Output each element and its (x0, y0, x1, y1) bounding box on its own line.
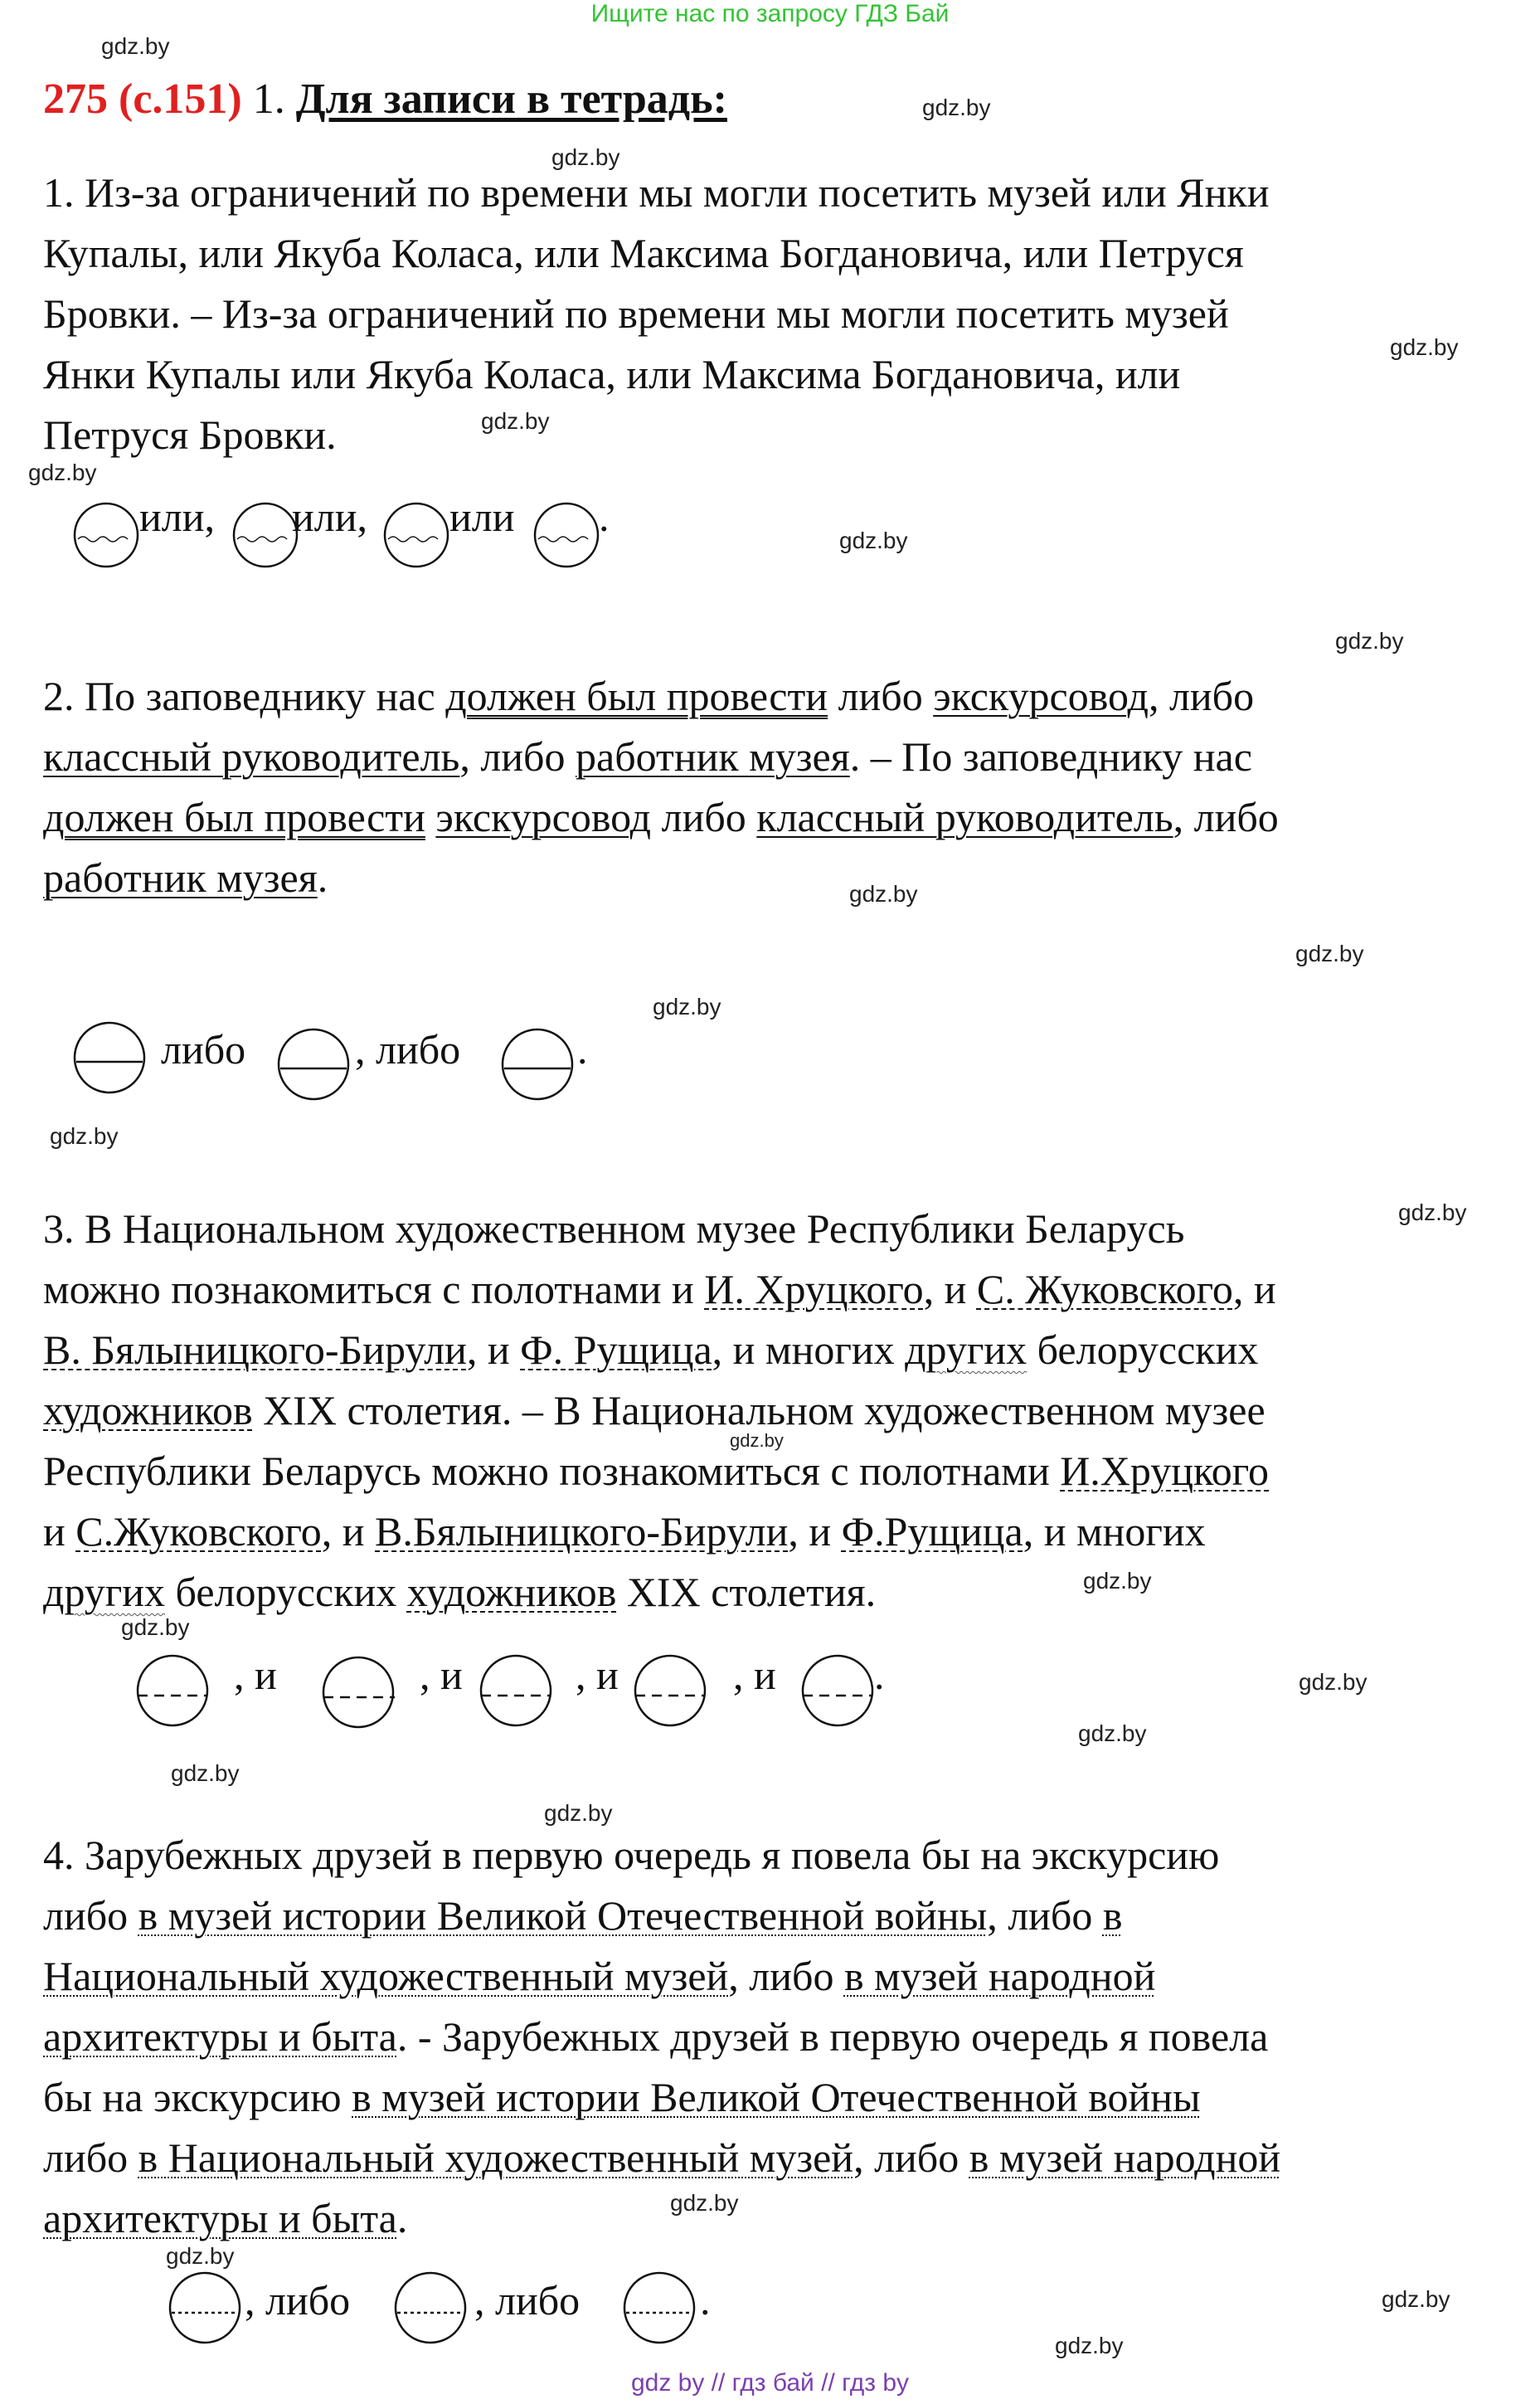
text-line (43, 2188, 1519, 2249)
exercise-title: Для записи в тетрадь: (295, 75, 727, 123)
watermark: gdz.by (839, 528, 908, 553)
scheme-1-circle (385, 504, 448, 567)
scheme-3-circle (803, 1656, 872, 1725)
scheme-3-connector: , и (733, 1652, 776, 1698)
scheme-2-circle (503, 1029, 572, 1099)
scheme-2-circle (279, 1029, 348, 1099)
footer-links[interactable]: gdz by // гдз бай // гдз by (630, 2369, 910, 2397)
scheme-4-circle (624, 2273, 694, 2343)
text-line: Купалы, или Якуба Коласа, или Максима Богдановича, или Петруся (43, 230, 1244, 276)
adverbial: в (1102, 1892, 1123, 1939)
text-span: , либо (1148, 673, 1255, 719)
text-line (43, 1441, 1519, 1501)
watermark: gdz.by (551, 144, 620, 170)
predicate: должен был провести (43, 794, 425, 840)
text-span: XIX столетия. (616, 1569, 877, 1615)
scheme-4-end: . (700, 2277, 711, 2324)
text-line: Петруся Бровки. (43, 411, 337, 458)
wavy-line (538, 537, 588, 542)
scheme-1-circle (234, 504, 297, 567)
text-span: можно познакомиться с полотнами и (43, 1266, 705, 1312)
exercise-3-text (43, 1199, 1519, 1623)
text-line: 1. Из-за ограничений по времени мы могли посетить музей или Янки (43, 169, 1270, 216)
scheme-3-connector: , и (576, 1652, 619, 1698)
text-line: Бровки. – Из-за ограничений по времени мы могли посетить музей (43, 290, 1229, 337)
text-span: . (317, 854, 328, 901)
watermark: gdz.by (670, 2190, 739, 2216)
text-line (43, 848, 1519, 908)
watermark: gdz.by (730, 1430, 784, 1451)
text-span: . (396, 2195, 408, 2241)
text-span: либо (43, 1892, 138, 1939)
object: художников (406, 1569, 617, 1615)
text-line (43, 666, 1519, 727)
text-span: , и (321, 1508, 376, 1555)
text-span: бы на экскурсию (43, 2074, 352, 2120)
wavy-line (78, 537, 128, 542)
object: С. Жуковского (976, 1266, 1233, 1312)
watermark: gdz.by (1335, 628, 1404, 654)
text-line (43, 1259, 1519, 1320)
subject: работник музея (43, 854, 318, 901)
watermark: gdz.by (481, 408, 550, 434)
text-line: 4. Зарубежных друзей в первую очередь я повела бы на экскурсию (43, 1832, 1220, 1878)
watermark: gdz.by (1055, 2333, 1124, 2358)
text-line (43, 2128, 1519, 2188)
watermark: gdz.by (166, 2243, 235, 2269)
text-span: , либо (987, 1892, 1103, 1939)
text-span: либо (651, 794, 757, 840)
object: С.Жуковского (75, 1508, 322, 1555)
exercise-4-text (43, 1825, 1519, 2249)
text-span: XIX столетия. – В Национальном художественном музее (252, 1387, 1266, 1433)
scheme-2-circle (75, 1023, 144, 1093)
adverbial: в музей истории Великой Отечественной войны (138, 1892, 988, 1939)
exercise-1-text (43, 163, 1519, 465)
object: Ф.Рущица (841, 1508, 1023, 1555)
text-span: . – По заповеднику нас (849, 733, 1252, 780)
adverbial: в Национальный художественный музей (138, 2134, 854, 2181)
watermark: gdz.by (1299, 1669, 1368, 1695)
text-span: либо (43, 2134, 138, 2181)
adverbial: в музей народной (843, 1953, 1156, 1999)
scheme-3-connector: , и (234, 1652, 277, 1698)
text-line (43, 1501, 1519, 1562)
text-span: , и (466, 1326, 521, 1373)
scheme-2-end: . (577, 1026, 588, 1073)
text-span: , либо (728, 1953, 844, 1999)
adverbial: архитектуры и быта (43, 2195, 397, 2241)
adverbial: в музей истории Великой Отечественной войны (352, 2074, 1201, 2120)
watermark: gdz.by (1398, 1200, 1467, 1225)
object: И.Хруцкого (1060, 1448, 1270, 1494)
subject: классный руководитель (756, 794, 1173, 840)
text-line: Янки Купалы или Якуба Коласа, или Максима Богдановича, или (43, 351, 1181, 397)
top-banner[interactable]: Ищите нас по запросу ГДЗ Бай (590, 0, 950, 27)
text-span: , и (923, 1266, 977, 1312)
object: художников (43, 1387, 253, 1433)
watermark: gdz.by (1390, 334, 1459, 360)
watermark: gdz.by (121, 1614, 190, 1640)
scheme-3-circle (635, 1656, 705, 1725)
text-line (43, 1380, 1519, 1441)
watermark: gdz.by (544, 1800, 613, 1826)
watermark: gdz.by (101, 33, 170, 59)
watermark: gdz.by (50, 1123, 119, 1149)
scheme-3-circle (481, 1656, 551, 1725)
adverbial: в музей народной (969, 2134, 1281, 2181)
predicate: должен был провести (445, 673, 828, 719)
scheme-1-circle (75, 504, 138, 567)
subject: классный руководитель (43, 733, 460, 780)
text-span: , и (788, 1508, 842, 1555)
attribute: других (905, 1326, 1027, 1373)
attribute: других (43, 1569, 166, 1615)
object: Ф. Рущица (520, 1326, 712, 1373)
text-span: белорусских (165, 1569, 407, 1615)
scheme-4-circle (170, 2273, 240, 2343)
text-line (43, 2007, 1519, 2067)
scheme-4-circle (396, 2273, 465, 2343)
subject: экскурсовод (435, 794, 652, 840)
adverbial: архитектуры и быта (43, 2013, 397, 2060)
watermark: gdz.by (171, 1760, 240, 1786)
scheme-1-connector: или, (139, 494, 215, 540)
text-span (425, 794, 436, 840)
text-span: белорусских (1027, 1326, 1259, 1373)
object: В.Бялыницкого-Бирули (375, 1508, 789, 1555)
object: В. Бялыницкого-Бирули (43, 1326, 467, 1373)
wavy-line (237, 537, 287, 542)
object: И. Хруцкого (704, 1266, 924, 1312)
exercise-2-text (43, 666, 1519, 908)
text-span: , и (1232, 1266, 1276, 1312)
scheme-3-circle (323, 1657, 393, 1727)
scheme-3-connector: , и (420, 1652, 463, 1698)
scheme-3-end: . (874, 1652, 885, 1698)
scheme-4-connector: , либо (474, 2277, 581, 2324)
subject: работник музея (576, 733, 850, 780)
wavy-line (388, 537, 438, 542)
watermark: gdz.by (1083, 1568, 1152, 1594)
text-line (43, 787, 1519, 848)
text-line (43, 727, 1519, 787)
exercise-heading (43, 75, 727, 124)
text-span: , либо (853, 2134, 969, 2181)
text-line: 3. В Национальном художественном музее Республики Беларусь (43, 1205, 1185, 1252)
text-span: 2. По заповеднику нас (43, 673, 446, 719)
text-span: Республики Беларусь можно познакомиться с полотнами (43, 1448, 1061, 1494)
text-span: , и многих (1023, 1508, 1206, 1555)
watermark: gdz.by (849, 881, 918, 907)
text-span: и (43, 1508, 76, 1555)
scheme-3-circle (138, 1656, 207, 1725)
watermark: gdz.by (1295, 941, 1364, 966)
watermark: gdz.by (1382, 2286, 1450, 2312)
text-span: , либо (459, 733, 576, 780)
watermark: gdz.by (28, 460, 97, 485)
text-line (43, 1320, 1519, 1380)
text-span: . - Зарубежных друзей в первую очередь я повела (396, 2013, 1269, 2060)
text-span: либо (828, 673, 934, 719)
watermark: gdz.by (922, 95, 991, 120)
subject: экскурсовод (933, 673, 1149, 719)
text-span: , и многих (712, 1326, 906, 1373)
adverbial: Национальный художественный музей (43, 1953, 729, 1999)
scheme-1-connector: или, (292, 494, 367, 540)
scheme-4-connector: , либо (245, 2277, 351, 2324)
scheme-2-connector: либо (161, 1026, 246, 1073)
item-number: 1. (252, 75, 285, 123)
text-line (43, 1886, 1519, 1946)
scheme-1-connector: или (449, 494, 515, 540)
scheme-1-circle (535, 504, 598, 567)
text-line (43, 2067, 1519, 2128)
scheme-1-end: . (599, 494, 610, 540)
text-line (43, 1562, 1519, 1623)
watermark: gdz.by (1078, 1720, 1147, 1746)
scheme-2-connector: , либо (355, 1026, 461, 1073)
exercise-number: 275 (с.151) (43, 75, 242, 123)
watermark: gdz.by (653, 994, 721, 1020)
text-span: , либо (1173, 794, 1279, 840)
text-line (43, 1946, 1519, 2007)
